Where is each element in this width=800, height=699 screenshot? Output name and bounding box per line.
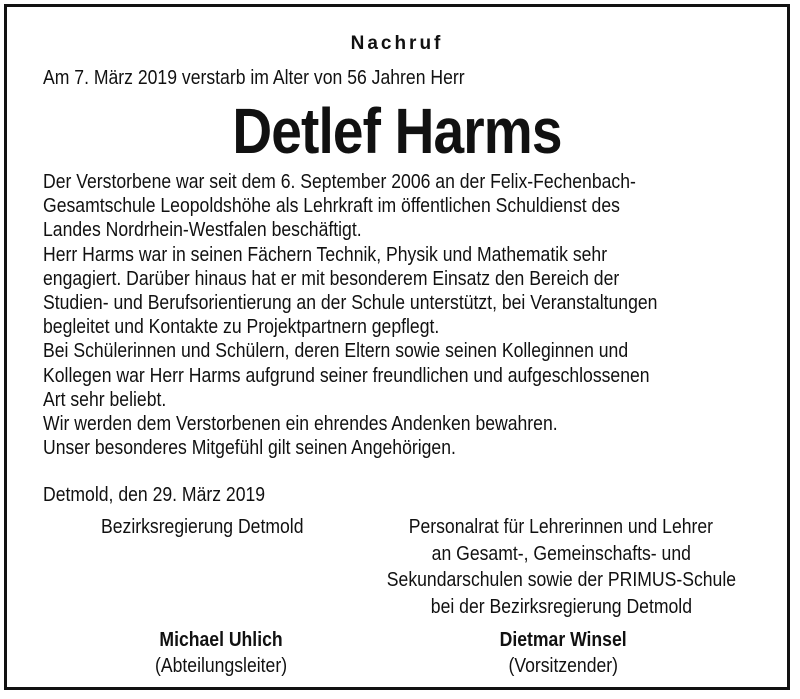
place-date-line: Detmold, den 29. März 2019 [43,484,266,506]
deceased-name: Detlef Harms [232,95,562,167]
left-signer-name: Michael Uhlich [159,629,283,651]
right-organization-line-3: Sekundarschulen sowie der PRIMUS-Schule [386,569,736,591]
paragraph-engagement: Herr Harms war in seinen Fächern Technik, Physik und Mathematik sehr engagiert. Darüber hinaus hat er mit besonderem Einsatz den Bereich der Studien- und Berufsorientierung an der Schule unterstützt, bei Veranstaltungen begleitet und Kontakte zu Projektpartnern gepflegt. [43,243,658,339]
left-organization [101,514,341,541]
paragraph-employment: Der Verstorbene war seit dem 6. September 2006 an der Felix-Fechenbach- Gesamtschule Leopoldshöhe als Lehrkraft im öffentlichen Schuldienst des Landes Nordrhein-Westfalen beschäftigt. [43,171,636,242]
left-signer [119,627,323,679]
right-signer-role: (Vorsitzender) [508,655,618,677]
left-signer-role: (Abteilungsleiter) [154,655,288,677]
right-organization-line-2: an Gesamt-, Gemeinschafts- und [431,542,691,565]
paragraph-appreciation: Bei Schülerinnen und Schülern, deren Eltern sowie seinen Kolleginnen und Kollegen war Herr Harms aufgrund seiner freundlichen und aufgeschlossenen Art sehr beliebt. [43,340,650,411]
lead-sentence: Am 7. März 2019 verstarb im Alter von 56 Jahren Herr [43,67,465,89]
obituary-body [43,170,773,460]
right-organization-line-4: bei der Bezirksregierung Detmold [430,595,692,618]
right-signer-name: Dietmar Winsel [499,629,627,651]
right-signer [465,627,661,679]
notice-heading: Nachruf [350,33,444,54]
paragraph-condolence: Wir werden dem Verstorbenen ein ehrendes Andenken bewahren. Unser besonderes Mitgefühl gilt seinen Angehörigen. [43,413,558,460]
left-organization-name: Bezirksregierung Detmold [101,516,304,538]
obituary-notice [4,4,790,690]
right-organization [361,514,761,620]
right-organization-line-1: Personalrat für Lehrerinnen und Lehrer [408,516,714,538]
